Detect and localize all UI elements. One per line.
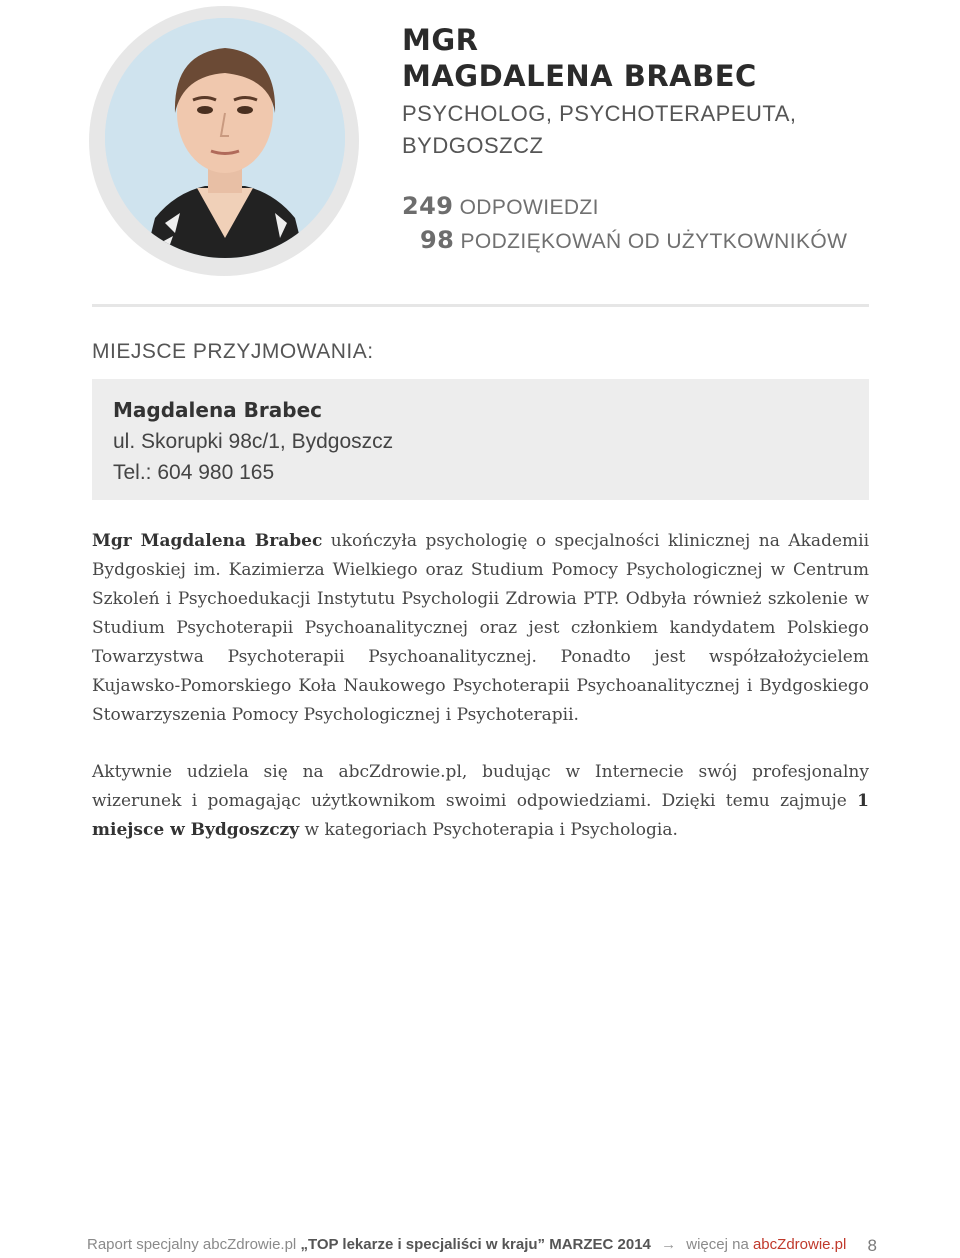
title-prefix: MGR bbox=[402, 23, 479, 57]
profession bbox=[402, 98, 922, 162]
ranking-text: 1 miejsce w Bydgoszczy bbox=[92, 791, 869, 840]
page-number: 8 bbox=[867, 1236, 877, 1255]
thanks-label: PODZIĘKOWAŃ OD UŻYTKOWNIKÓW bbox=[460, 230, 848, 253]
biography bbox=[92, 527, 869, 873]
portrait-photo bbox=[105, 18, 345, 258]
profile-header bbox=[402, 22, 922, 162]
footer-report: Raport specjalny abcZdrowie.pl bbox=[87, 1236, 297, 1253]
place-box bbox=[92, 379, 869, 500]
section-divider bbox=[92, 304, 869, 307]
thanks-stat bbox=[402, 224, 922, 258]
footer-title: „TOP lekarze i specjaliści w kraju” MARZEC 2014 bbox=[300, 1236, 651, 1253]
portrait-icon bbox=[105, 18, 345, 258]
footer-brand-link[interactable]: abcZdrowie.pl bbox=[752, 1236, 847, 1253]
city-line: BYDGOSZCZ bbox=[402, 133, 544, 158]
page-footer bbox=[87, 1236, 877, 1256]
profile-stats bbox=[402, 190, 922, 258]
bio-paragraph bbox=[92, 527, 869, 730]
profession-line: PSYCHOLOG, PSYCHOTERAPEUTA, bbox=[402, 101, 797, 126]
bio-text: Aktywnie udziela się na abcZdrowie.pl, budując w Internecie swój profesjonalny wizerunek i pomagając użytkownikom swoimi odpowiedziami. Dzięki temu zajmuje bbox=[92, 762, 869, 811]
doctor-name: MAGDALENA BRABEC bbox=[402, 59, 757, 93]
bio-text: ukończyła psychologię o specjalności klinicznej na Akademii Bydgoskiej im. Kazimierza Wielkiego oraz Studium Pomocy Psychologicznej w Centrum Szkoleń i Psychoedukacji Instytutu Psychologii Zdrowia PTP. Odbyła również szkolenie w Studium Psychoterapii Psychoanalitycznej oraz jest członkiem kandydatem Polskiego Towarzystwa Psychoterapii Psychoanalitycznej. Ponadto jest współzałożycielem Kujawsko-Pomorskiego Koła Naukowego Psychoterapii Psychoanalitycznej i Bydgoskiego Stowarzyszenia Pomocy Psychologicznej i Psychoterapii. bbox=[92, 531, 870, 725]
bio-lead-name: Mgr Magdalena Brabec bbox=[92, 531, 323, 551]
place-address: ul. Skorupki 98c/1, Bydgoszcz bbox=[113, 430, 394, 453]
answers-label: ODPOWIEDZI bbox=[459, 196, 599, 219]
photo-frame bbox=[89, 6, 359, 276]
bio-paragraph bbox=[92, 758, 869, 845]
answers-stat bbox=[402, 190, 922, 224]
answers-count: 249 bbox=[402, 192, 454, 220]
place-heading: MIEJSCE PRZYJMOWANIA: bbox=[92, 340, 374, 363]
place-name: Magdalena Brabec bbox=[113, 398, 322, 422]
arrow-right-icon: → bbox=[661, 1236, 677, 1253]
place-phone: Tel.: 604 980 165 bbox=[113, 461, 275, 484]
footer-more-label: więcej na bbox=[686, 1236, 749, 1253]
thanks-count: 98 bbox=[420, 226, 455, 254]
bio-text-end: w kategoriach Psychoterapia i Psychologia. bbox=[299, 820, 678, 840]
